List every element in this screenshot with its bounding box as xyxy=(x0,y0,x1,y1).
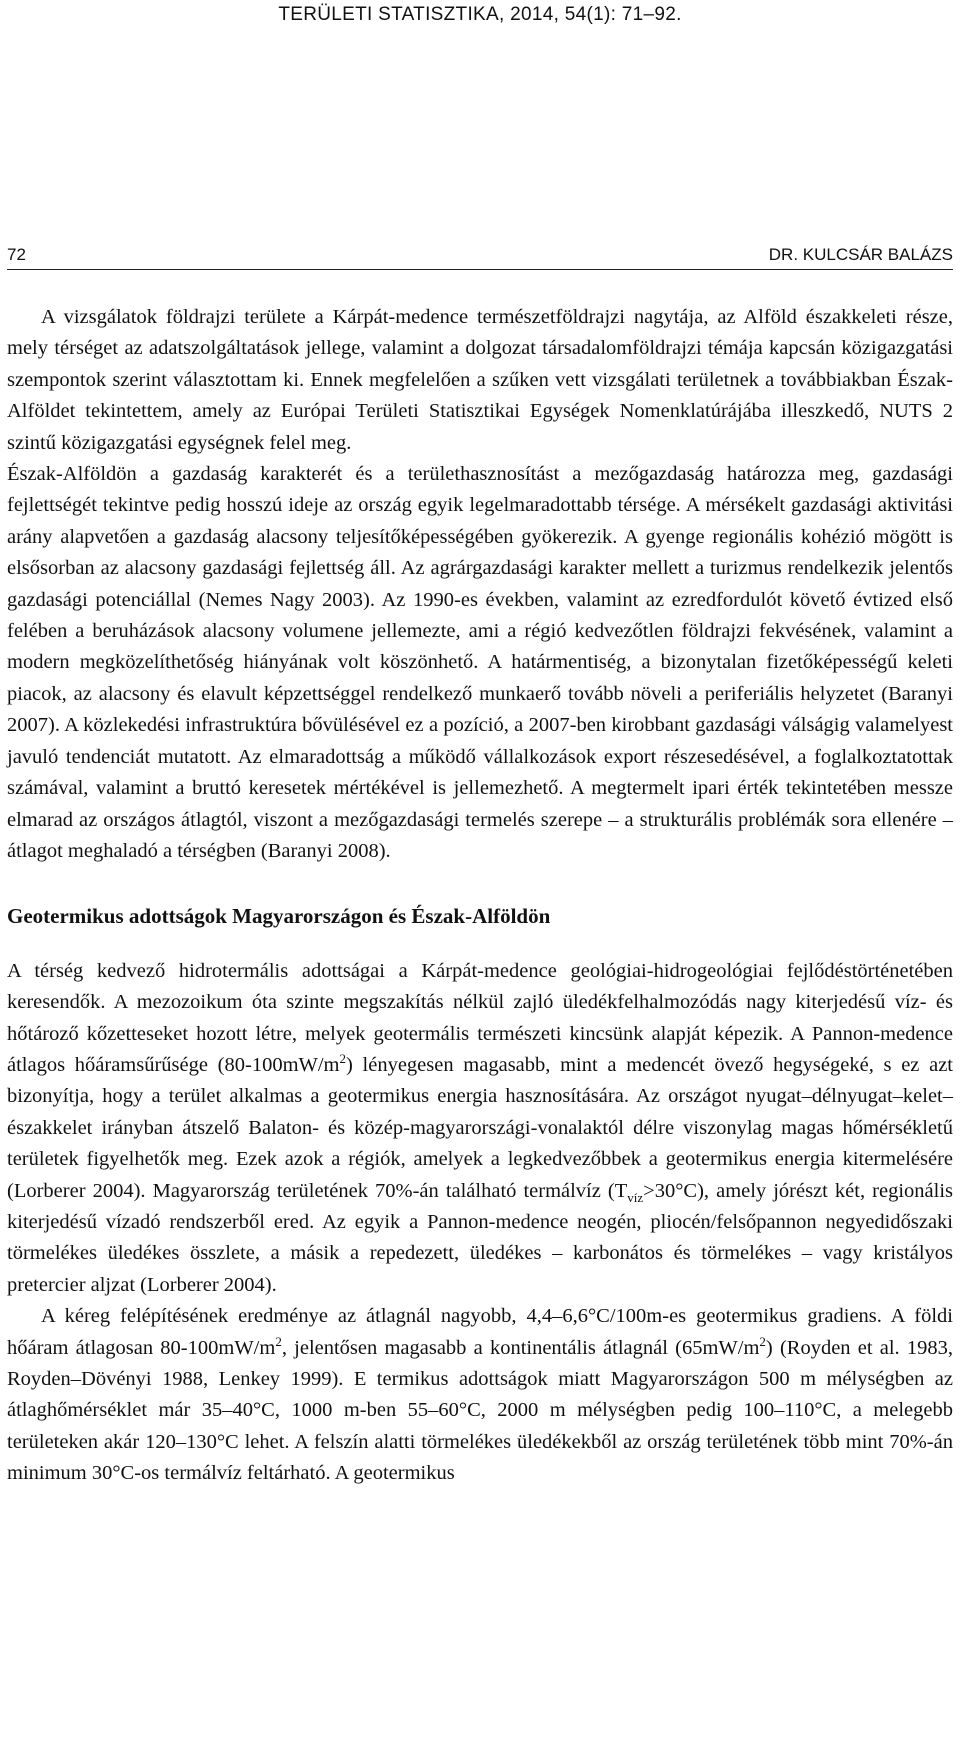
text-run: ) (Royden et al. 1983, Royden–Dövényi 1988, Lenkey 1999). E termikus adottságok miatt Magyarországon 500 m mélységben az átlaghőmérséklet már 35–40°C, 1000 m-ben 55–60°C, 2000 m mélységben pedig 100–110°C, a melegebb területeken akár 120–130°C lehet. A felszín alatti törmelékes üledékekből az ország területének több mint 70%-án minimum 30°C-os termálvíz feltárható. A geotermikus xyxy=(7,1336,953,1485)
subscript: víz xyxy=(627,1189,644,1205)
paragraph-geothermal-gradient xyxy=(7,1301,953,1489)
paragraph-economy: Észak-Alföldön a gazdaság karakterét és a területhasznosítást a mezőgazdaság határozza meg, gazdasági fejlettségét tekintve pedig hosszú ideje az ország egyik legelmaradottabb térsége. A mérsékelt gazdasági aktivitási arány alapvetően a gazdaság alacsony teljesítőképességében gyökerezik. A gyenge regionális kohézió mögött is elsősorban az alacsony gazdasági fejlettség áll. Az agrárgazdasági karakter mellett a turizmus rendelkezik jelentős gazdasági potenciállal (Nemes Nagy 2003). Az 1990-es években, valamint az ezredfordulót követő évtized első felében a beruházások alacsony volumene jellemezte, ami a régió kedvezőtlen földrajzi fekvésének, valamint a modern megközelíthetőség hiányának volt köszönhető. A határmentiség, a bizonytalan fizetőképességű keleti piacok, az alacsony és elavult képzettséggel rendelkező munkaerő tovább növeli a periferiális helyzetet (Baranyi 2007). A közlekedési infrastruktúra bővülésével ez a pozíció, a 2007-ben kirobbant gazdasági válságig valamelyest javuló tendenciát mutatott. Az elmaradottság a működő vállalkozások export részesedésével, a foglalkoztatottak számával, valamint a bruttó keresetek mértékével is jellemezhető. A megtermelt ipari érték tekintetében messze elmarad az országos átlagtól, viszont a mezőgazdasági termelés szerepe – a strukturális problémák sora ellenére – átlagot meghaladó a térségben (Baranyi 2008). xyxy=(7,463,953,862)
running-head-author: DR. KULCSÁR BALÁZS xyxy=(768,245,953,264)
paragraph-hydrothermal xyxy=(7,956,953,1301)
page-number: 72 xyxy=(7,245,26,264)
running-head xyxy=(7,245,953,270)
superscript: 2 xyxy=(275,1333,282,1349)
text-run: ) lényegesen magasabb, mint a medencét övező hegységeké, s ez azt bizonyítja, hogy a terület alkalmas a geotermikus energia hasznosítására. Az országot nyugat–délnyugat–kelet–északkelet irányban átszelő Balaton- és közép-magyarországi-vonalaktól délre viszonylag magas hőmérsékletű területek figyelhetők meg. Ezek azok a régiók, amelyek a legkedvezőbbek a geotermikus energia kitermelésére (Lorberer 2004). Magyarország területének 70%-án található termálvíz (T xyxy=(7,1053,953,1202)
text-run: , jelentősen magasabb a kontinentális átlagnál (65mW/m xyxy=(281,1336,760,1359)
paragraph-study-area: A vizsgálatok földrajzi területe a Kárpát-medence természetföldrajzi nagytája, az Alföld északkeleti része, mely térséget az adatszolgáltatások jellege, valamint a dolgozat társadalomföldrajzi témája kapcsán közigazgatási szempontok szerint választottam ki. Ennek megfelelően a szűken vett vizsgálati területnek a továbbiakban Észak-Alföldet tekintettem, amely az Európai Területi Statisztikai Egységek Nomenklatúrájába illeszkedő, NUTS 2 szintű közigazgatási egységnek felel meg. xyxy=(7,306,953,454)
section-heading: Geotermikus adottságok Magyarországon és Észak-Alföldön xyxy=(7,904,551,929)
superscript: 2 xyxy=(339,1051,347,1067)
text-run: A kéreg felépítésének eredménye az átlagnál nagyobb, 4,4–6,6°C/100m-es geotermikus gradiens. A földi hőáram átlagosan 80-100mW/m xyxy=(7,1305,953,1359)
journal-header: TERÜLETI STATISZTIKA, 2014, 54(1): 71–92. xyxy=(278,4,682,25)
article-body xyxy=(7,302,953,1490)
text-run: >30°C), amely jórészt két, regionális kiterjedésű vízadó rendszerből ered. Az egyik a Pannon-medence neogén, pliocén/felsőpannon negyedidőszaki törmelékes üledékes összlete, a másik a repedezett, üledékes – karbonátos és törmelékes – vagy kristályos pretercier aljzat (Lorberer 2004). xyxy=(7,1179,953,1296)
text-run: A térség kedvező hidrotermális adottságai a Kárpát-medence geológiai-hidrogeológiai fejlődéstörténetében keresendők. A mezozoikum óta szinte megszakítás nélkül zajló üledékfelhalmozódás nagy kiterjedésű víz- és hőtároző kőzetteseket hozott létre, melyek geotermális természeti kincsünk alapját képezik. A Pannon-medence átlagos hőáramsűrűsége (80-100mW/m xyxy=(7,959,953,1076)
superscript: 2 xyxy=(759,1333,766,1349)
